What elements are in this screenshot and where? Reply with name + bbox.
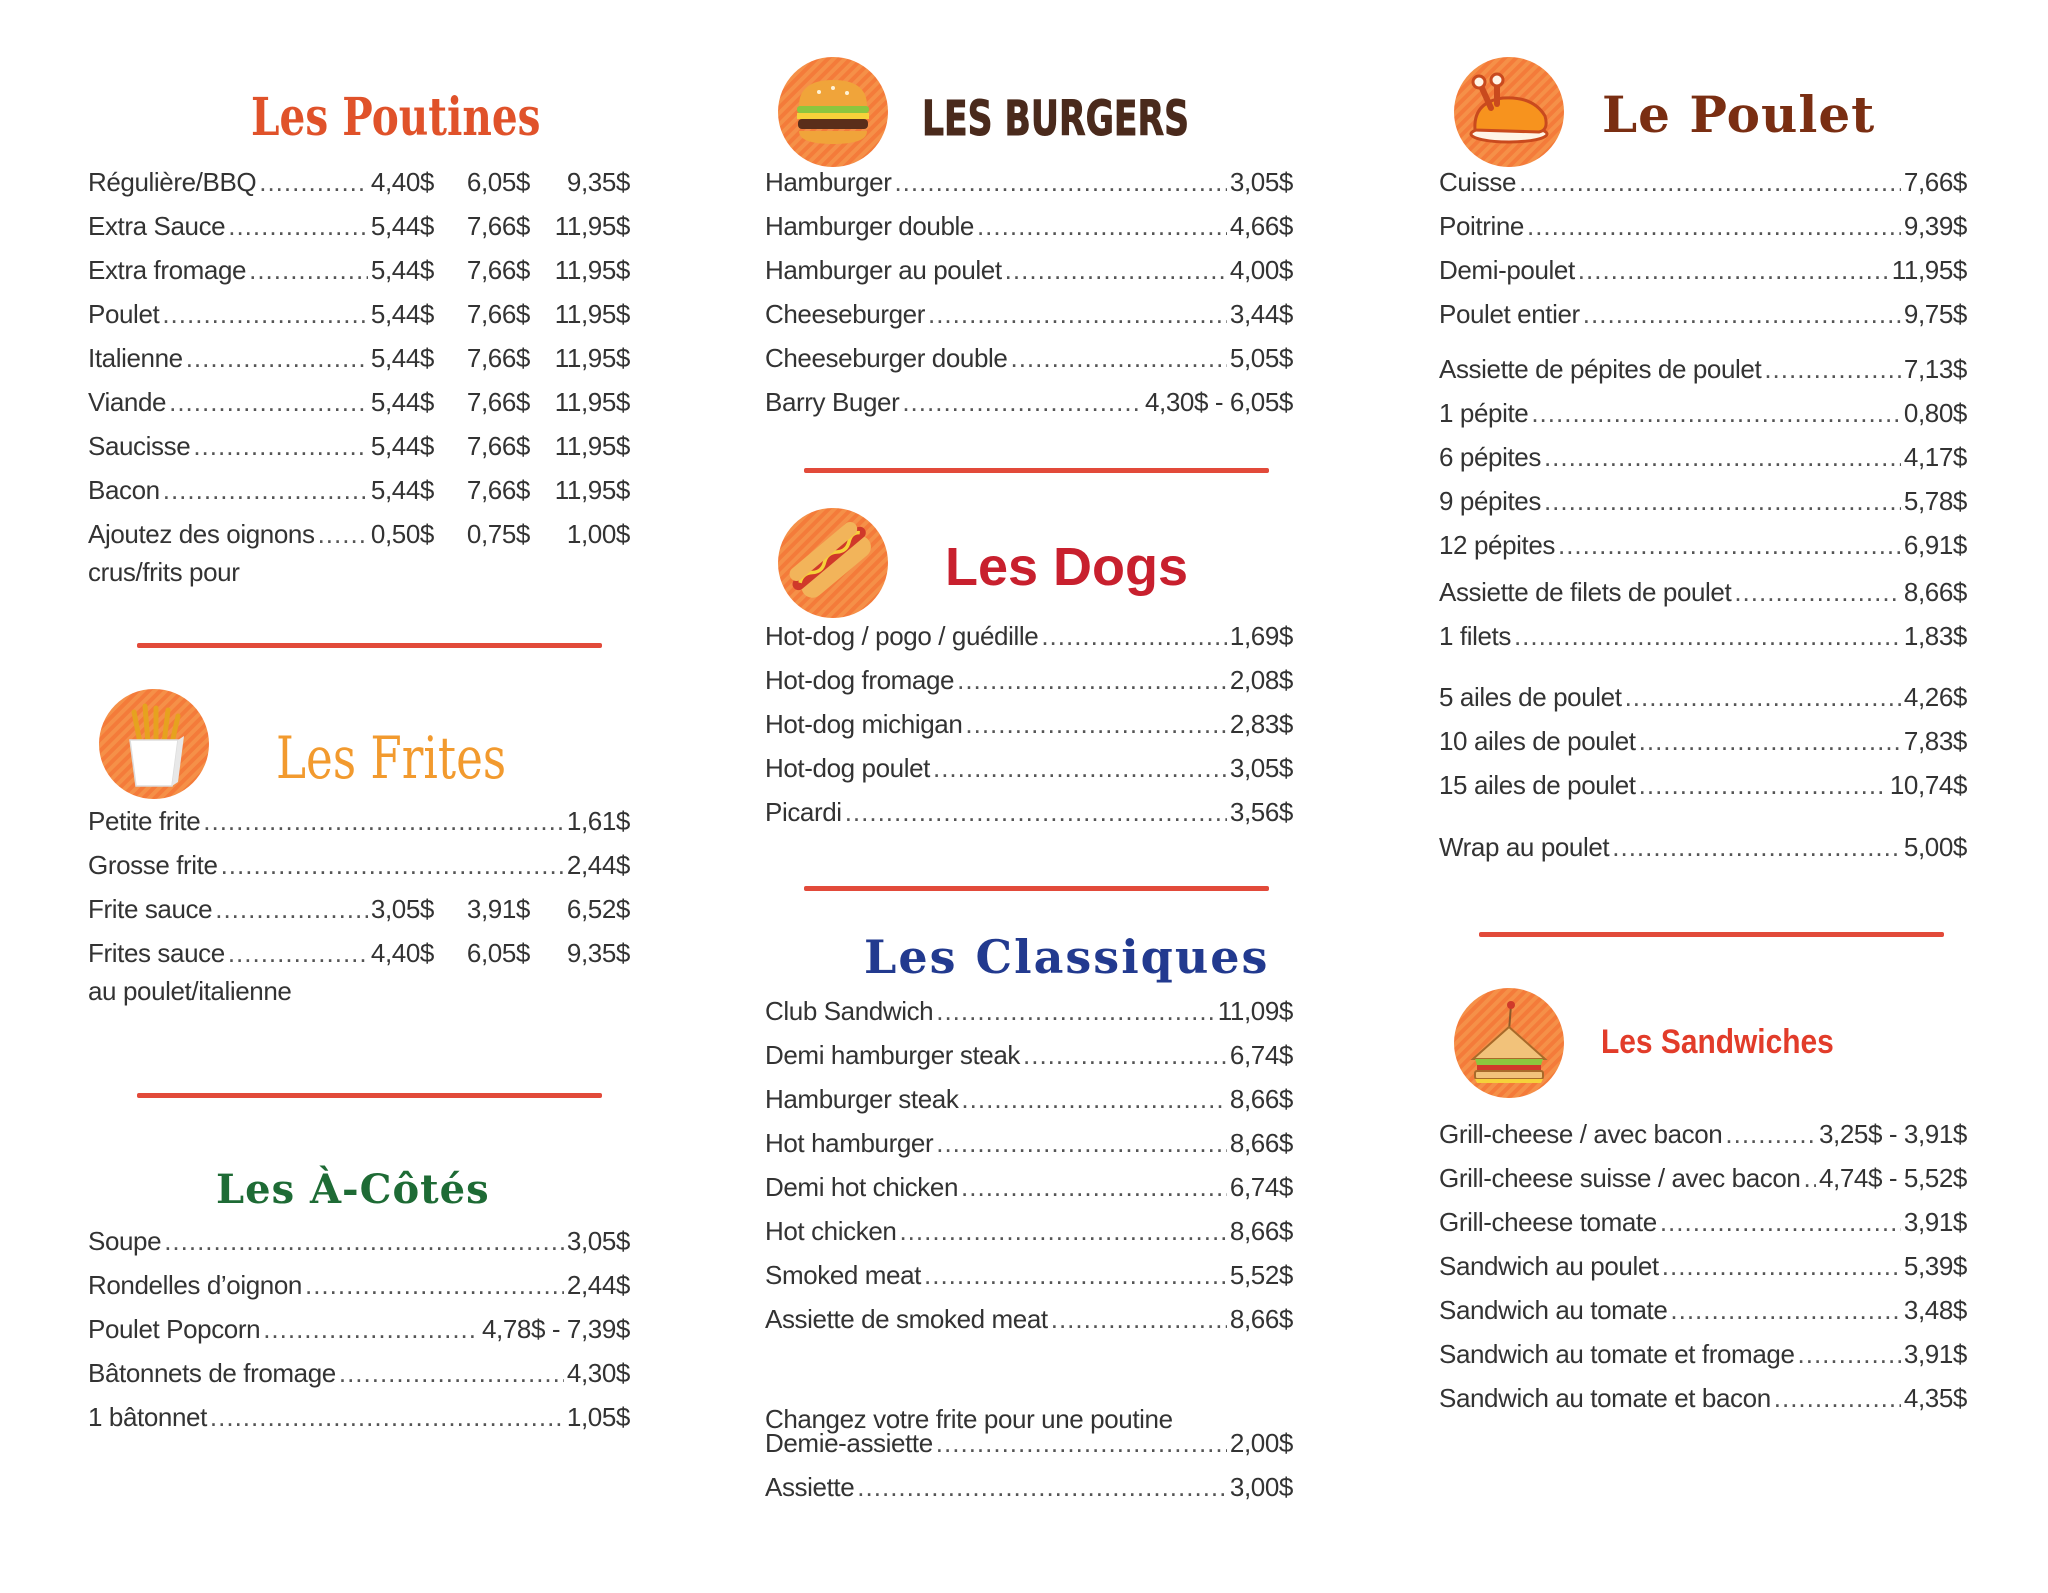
menu-item-price: 9,39$	[1903, 211, 1967, 241]
menu-item-name: Soupe	[88, 1226, 162, 1256]
classiques-title: Les Classiques	[864, 930, 1270, 984]
dot-leader	[977, 206, 1227, 246]
menu-item-name: 1 filets	[1439, 621, 1511, 651]
menu-item	[1439, 1202, 1967, 1242]
menu-item-price-medium: 0,75$	[466, 519, 530, 549]
menu-item	[88, 338, 630, 378]
menu-item-name: Bacon	[88, 475, 160, 505]
menu-item-price: 5,44$	[370, 299, 434, 329]
menu-item-name: Hot-dog poulet	[765, 753, 930, 783]
menu-item	[1439, 1378, 1967, 1418]
menu-item-price: 3,05$	[1229, 753, 1293, 783]
menu-item	[1439, 162, 1967, 202]
menu-item-subtitle: crus/frits pour	[88, 557, 240, 587]
dot-leader	[1041, 616, 1227, 656]
menu-item-price-large: 11,95$	[554, 431, 630, 461]
menu-item-price: 3,00$	[1229, 1472, 1293, 1502]
menu-item-price: 4,30$	[566, 1358, 630, 1388]
menu-item	[765, 660, 1293, 700]
dot-leader	[164, 1221, 564, 1261]
menu-item-price-large: 11,95$	[554, 299, 630, 329]
menu-item-name: Italienne	[88, 343, 183, 373]
menu-item-name: 5 ailes de poulet	[1439, 682, 1622, 712]
menu-item-price-large: 11,95$	[554, 387, 630, 417]
menu-item-price: 5,00$	[1903, 832, 1967, 862]
poulet-title: Le Poulet	[1602, 85, 1876, 144]
menu-item-price: 5,52$	[1229, 1260, 1293, 1290]
menu-item-name: Cuisse	[1439, 167, 1517, 197]
menu-item-price-large: 11,95$	[554, 475, 630, 505]
menu-item-name: Hot-dog / pogo / guédille	[765, 621, 1039, 651]
dot-leader	[318, 514, 368, 554]
menu-item-price: 3,56$	[1229, 797, 1293, 827]
menu-item-name: Saucisse	[88, 431, 191, 461]
menu-item	[1439, 765, 1967, 805]
menu-item-price: 5,44$	[370, 475, 434, 505]
menu-item	[765, 1211, 1293, 1251]
menu-item-price: 5,44$	[370, 343, 434, 373]
menu-item-price-medium: 7,66$	[466, 299, 530, 329]
menu-item	[1439, 1114, 1967, 1154]
menu-item	[1439, 1158, 1967, 1198]
menu-item-price: 2,08$	[1229, 665, 1293, 695]
dot-leader	[933, 748, 1227, 788]
sandwiches-title: Les Sandwiches	[1601, 1023, 1834, 1061]
dot-leader	[1774, 1378, 1901, 1418]
menu-item	[88, 801, 630, 841]
menu-item	[765, 792, 1293, 832]
menu-item	[765, 1423, 1293, 1463]
menu-item	[88, 933, 630, 1006]
menu-item	[1439, 827, 1967, 867]
menu-item	[1439, 250, 1967, 290]
menu-item-name: Grill-cheese / avec bacon	[1439, 1119, 1723, 1149]
menu-item-price: 1,05$	[566, 1402, 630, 1432]
dot-leader	[1578, 250, 1889, 290]
menu-item-price: 5,78$	[1903, 486, 1967, 516]
divider	[804, 886, 1269, 891]
menu-item	[88, 206, 630, 246]
dot-leader	[1803, 1158, 1815, 1198]
menu-item-name: Demi hot chicken	[765, 1172, 959, 1202]
menu-item	[1439, 206, 1967, 246]
menu-item-price-medium: 7,66$	[466, 343, 530, 373]
menu-item	[765, 748, 1293, 788]
menu-item-price-medium: 6,05$	[466, 938, 530, 968]
dot-leader	[1558, 525, 1901, 565]
menu-item-price: 3,48$	[1903, 1295, 1967, 1325]
dot-leader	[1010, 338, 1226, 378]
menu-item-price: 5,44$	[370, 211, 434, 241]
dot-leader	[936, 1123, 1227, 1163]
menu-item-name: Grill-cheese tomate	[1439, 1207, 1657, 1237]
menu-item-name: Grosse frite	[88, 850, 218, 880]
menu-item-price: 4,40$	[370, 167, 434, 197]
menu-item-price: 6,74$	[1229, 1040, 1293, 1070]
menu-item	[765, 1255, 1293, 1295]
menu-item	[765, 1299, 1293, 1339]
menu-item-price: 5,44$	[370, 387, 434, 417]
dot-leader	[305, 1265, 564, 1305]
menu-item-price: 11,95$	[1891, 255, 1967, 285]
menu-item	[88, 294, 630, 334]
dot-leader	[936, 991, 1215, 1031]
menu-item	[88, 889, 630, 929]
menu-item	[88, 162, 630, 202]
menu-item-price-medium: 6,05$	[466, 167, 530, 197]
dot-leader	[1612, 827, 1901, 867]
menu-item	[765, 206, 1293, 246]
menu-item-price: 8,66$	[1229, 1304, 1293, 1334]
menu-item-name: Frites sauce	[88, 938, 225, 968]
dot-leader	[961, 1079, 1227, 1119]
classiques-note: Changez votre frite pour une poutine	[765, 1404, 1173, 1434]
dot-leader	[1583, 294, 1901, 334]
menu-item	[1439, 616, 1967, 656]
menu-item	[765, 294, 1293, 334]
menu-item-price-large: 11,95$	[554, 255, 630, 285]
burger-icon	[777, 56, 889, 168]
menu-item-price: 5,44$	[370, 255, 434, 285]
menu-item-name: Assiette	[765, 1472, 855, 1502]
menu-item-price: 7,66$	[1903, 167, 1967, 197]
dot-leader	[215, 889, 368, 929]
menu-item-name: Ajoutez des oignons	[88, 519, 315, 549]
dot-leader	[1734, 572, 1901, 612]
dot-leader	[957, 660, 1227, 700]
menu-item-name: Rondelles d’oignon	[88, 1270, 302, 1300]
menu-item	[765, 1467, 1293, 1507]
divider	[137, 643, 602, 648]
dogs-title: Les Dogs	[945, 537, 1189, 597]
dot-leader	[1764, 349, 1901, 389]
menu-item-price: 2,00$	[1229, 1428, 1293, 1458]
dot-leader	[1670, 1290, 1901, 1330]
menu-item-name: Picardi	[765, 797, 842, 827]
dot-leader	[339, 1353, 564, 1393]
menu-item	[1439, 677, 1967, 717]
dot-leader	[965, 704, 1227, 744]
dot-leader	[162, 294, 368, 334]
dot-leader	[1662, 1246, 1901, 1286]
menu-item	[88, 1397, 630, 1437]
menu-item	[1439, 1290, 1967, 1330]
menu-item	[88, 1309, 630, 1349]
chicken-icon	[1453, 56, 1565, 168]
divider	[137, 1093, 602, 1098]
menu-item-name: 1 bâtonnet	[88, 1402, 207, 1432]
menu-item-price: 3,91$	[1903, 1339, 1967, 1369]
dot-leader	[961, 1167, 1227, 1207]
menu-item-price: 6,91$	[1903, 530, 1967, 560]
menu-item-name: Grill-cheese suisse / avec bacon	[1439, 1163, 1801, 1193]
dot-leader	[1531, 393, 1901, 433]
menu-item	[88, 1265, 630, 1305]
dot-leader	[193, 426, 368, 466]
menu-item-name: Hot-dog michigan	[765, 709, 963, 739]
menu-item-subtitle: au poulet/italienne	[88, 976, 292, 1006]
dot-leader	[228, 933, 368, 973]
menu-item	[765, 991, 1293, 1031]
menu-item-name: Sandwich au tomate et bacon	[1439, 1383, 1771, 1413]
menu-item-price: 4,30$ - 6,05$	[1144, 387, 1293, 417]
menu-item-price: 3,05$	[370, 894, 434, 924]
menu-item-price-large: 1,00$	[566, 519, 630, 549]
menu-item-name: Cheeseburger double	[765, 343, 1008, 373]
menu-item-name: Poitrine	[1439, 211, 1524, 241]
menu-item-price: 4,78$ - 7,39$	[481, 1314, 630, 1344]
menu-item-price: 7,83$	[1903, 726, 1967, 756]
menu-item-price: 10,74$	[1889, 770, 1967, 800]
menu-item-name: Sandwich au tomate	[1439, 1295, 1668, 1325]
menu-item	[88, 382, 630, 422]
menu-item	[1439, 525, 1967, 565]
menu-item-price-medium: 7,66$	[466, 211, 530, 241]
dot-leader	[1639, 765, 1887, 805]
menu-item-name: Demi hamburger steak	[765, 1040, 1020, 1070]
menu-item	[88, 1353, 630, 1393]
menu-item	[765, 250, 1293, 290]
menu-item-name: 6 pépites	[1439, 442, 1541, 472]
menu-item-price: 4,35$	[1903, 1383, 1967, 1413]
menu-item-price: 0,80$	[1903, 398, 1967, 428]
menu-item-price: 8,66$	[1229, 1216, 1293, 1246]
menu-item	[1439, 721, 1967, 761]
menu-item-name: Hamburger steak	[765, 1084, 959, 1114]
dot-leader	[1005, 250, 1227, 290]
menu-item-name: Wrap au poulet	[1439, 832, 1610, 862]
menu-item	[1439, 481, 1967, 521]
menu-item-price: 4,17$	[1903, 442, 1967, 472]
menu-item	[88, 1221, 630, 1261]
menu-item	[88, 470, 630, 510]
menu-item-price: 5,39$	[1903, 1251, 1967, 1281]
menu-item	[1439, 572, 1967, 612]
dot-leader	[1051, 1299, 1227, 1339]
menu-item-name: Sandwich au tomate et fromage	[1439, 1339, 1795, 1369]
menu-item-price-medium: 7,66$	[466, 255, 530, 285]
menu-item-price: 6,74$	[1229, 1172, 1293, 1202]
menu-item	[1439, 1334, 1967, 1374]
menu-item-name: Hot hamburger	[765, 1128, 934, 1158]
menu-item-price-medium: 3,91$	[466, 894, 530, 924]
menu-item-name: 10 ailes de poulet	[1439, 726, 1636, 756]
menu-item-name: Frite sauce	[88, 894, 213, 924]
menu-item-price-medium: 7,66$	[466, 387, 530, 417]
menu-item-name: Petite frite	[88, 806, 201, 836]
menu-item-price-medium: 7,66$	[466, 431, 530, 461]
menu-item-price-large: 11,95$	[554, 211, 630, 241]
menu-item-price: 11,09$	[1217, 996, 1293, 1026]
menu-item-name: Poulet Popcorn	[88, 1314, 261, 1344]
menu-item-price: 5,05$	[1229, 343, 1293, 373]
menu-item	[765, 338, 1293, 378]
dot-leader	[845, 792, 1227, 832]
menu-item	[765, 1035, 1293, 1075]
menu-item-price: 8,66$	[1903, 577, 1967, 607]
menu-item-name: Poulet	[88, 299, 160, 329]
menu-item-name: Extra fromage	[88, 255, 247, 285]
menu-item-name: Viande	[88, 387, 167, 417]
dot-leader	[163, 470, 368, 510]
dot-leader	[1544, 437, 1901, 477]
menu-item-name: Poulet entier	[1439, 299, 1580, 329]
burgers-title: LES BURGERS	[922, 91, 1190, 147]
menu-item	[88, 250, 630, 290]
menu-item-price: 2,44$	[566, 850, 630, 880]
menu-item	[765, 1123, 1293, 1163]
dot-leader	[928, 294, 1227, 334]
dot-leader	[902, 382, 1142, 422]
menu-item	[765, 616, 1293, 656]
divider	[1479, 932, 1944, 937]
menu-item-price: 4,00$	[1229, 255, 1293, 285]
dot-leader	[1519, 162, 1901, 202]
menu-item-price: 3,05$	[1229, 167, 1293, 197]
menu-item-name: Demi-poulet	[1439, 255, 1575, 285]
menu-item-price: 4,26$	[1903, 682, 1967, 712]
dot-leader	[263, 1309, 479, 1349]
menu-item-price: 4,40$	[370, 938, 434, 968]
menu-item-price: 4,74$ - 5,52$	[1818, 1163, 1967, 1193]
dot-leader	[1023, 1035, 1227, 1075]
sandwich-icon	[1453, 987, 1565, 1099]
menu-item-name: Hot-dog fromage	[765, 665, 955, 695]
divider	[804, 468, 1269, 473]
menu-item	[765, 704, 1293, 744]
menu-item	[1439, 437, 1967, 477]
dot-leader	[169, 382, 368, 422]
frites-title: Les Frites	[276, 724, 507, 792]
dot-leader	[1798, 1334, 1901, 1374]
menu-item-name: Demie-assiette	[765, 1428, 933, 1458]
menu-item-price: 8,66$	[1229, 1128, 1293, 1158]
acotes-title: Les À-Côtés	[216, 1166, 490, 1213]
menu-item-name: Hamburger double	[765, 211, 974, 241]
menu-item	[1439, 393, 1967, 433]
menu-item	[1439, 1246, 1967, 1286]
menu-item-price: 0,50$	[370, 519, 434, 549]
menu-item-name: Smoked meat	[765, 1260, 922, 1290]
menu-item-name: Hamburger	[765, 167, 892, 197]
dot-leader	[259, 162, 368, 202]
dot-leader	[1527, 206, 1901, 246]
dot-leader	[1725, 1114, 1816, 1154]
dot-leader	[186, 338, 368, 378]
menu-item-name: Cheeseburger	[765, 299, 925, 329]
dot-leader	[221, 845, 564, 885]
menu-item-name: 12 pépites	[1439, 530, 1555, 560]
menu-item-price: 3,25$ - 3,91$	[1818, 1119, 1967, 1149]
dot-leader	[203, 801, 564, 841]
menu-item-name: 9 pépites	[1439, 486, 1541, 516]
menu-item-name: 15 ailes de poulet	[1439, 770, 1636, 800]
poutines-title: Les Poutines	[251, 87, 541, 148]
menu-item	[88, 514, 630, 587]
menu-item	[765, 1079, 1293, 1119]
menu-item-name: Bâtonnets de fromage	[88, 1358, 336, 1388]
dot-leader	[894, 162, 1226, 202]
dot-leader	[899, 1211, 1226, 1251]
dot-leader	[210, 1397, 564, 1437]
dot-leader	[1660, 1202, 1901, 1242]
menu-item-price: 2,44$	[566, 1270, 630, 1300]
dot-leader	[936, 1423, 1227, 1463]
menu-item-price: 2,83$	[1229, 709, 1293, 739]
menu-item-name: Extra Sauce	[88, 211, 226, 241]
menu-item-name: Hot chicken	[765, 1216, 897, 1246]
dot-leader	[857, 1467, 1227, 1507]
menu-item-price: 1,83$	[1903, 621, 1967, 651]
dot-leader	[1514, 616, 1901, 656]
dot-leader	[1639, 721, 1901, 761]
menu-item-price: 3,91$	[1903, 1207, 1967, 1237]
menu-item-price: 3,05$	[566, 1226, 630, 1256]
menu-item-price-medium: 7,66$	[466, 475, 530, 505]
menu-item-name: Barry Buger	[765, 387, 900, 417]
menu-item-name: Régulière/BBQ	[88, 167, 257, 197]
dot-leader	[1544, 481, 1901, 521]
menu-item-name: Club Sandwich	[765, 996, 934, 1026]
menu-item	[1439, 349, 1967, 389]
menu-item	[1439, 294, 1967, 334]
menu-item-name: Sandwich au poulet	[1439, 1251, 1659, 1281]
dot-leader	[1625, 677, 1901, 717]
menu-item-name: Assiette de smoked meat	[765, 1304, 1048, 1334]
menu-item-price-large: 9,35$	[566, 938, 630, 968]
dot-leader	[924, 1255, 1227, 1295]
menu-item-price-large: 6,52$	[566, 894, 630, 924]
menu-item-price-large: 11,95$	[554, 343, 630, 373]
menu-item-name: Assiette de pépites de poulet	[1439, 354, 1762, 384]
menu-item-price: 3,44$	[1229, 299, 1293, 329]
fries-icon	[98, 688, 210, 800]
menu-item-name: 1 pépite	[1439, 398, 1529, 428]
menu-item	[88, 845, 630, 885]
menu-item	[765, 382, 1293, 422]
menu-item-price: 1,61$	[566, 806, 630, 836]
menu-item-price: 1,69$	[1229, 621, 1293, 651]
menu-item-price: 8,66$	[1229, 1084, 1293, 1114]
menu-item-price: 9,75$	[1903, 299, 1967, 329]
dot-leader	[249, 250, 368, 290]
menu-item-name: Hamburger au poulet	[765, 255, 1002, 285]
menu-item	[88, 426, 630, 466]
menu-item-name: Assiette de filets de poulet	[1439, 577, 1732, 607]
dot-leader	[228, 206, 368, 246]
hotdog-icon	[777, 507, 889, 619]
menu-item	[765, 162, 1293, 202]
menu-item	[765, 1167, 1293, 1207]
menu-item-price: 7,13$	[1903, 354, 1967, 384]
menu-item-price: 4,66$	[1229, 211, 1293, 241]
menu-item-price: 5,44$	[370, 431, 434, 461]
menu-item-price-large: 9,35$	[566, 167, 630, 197]
